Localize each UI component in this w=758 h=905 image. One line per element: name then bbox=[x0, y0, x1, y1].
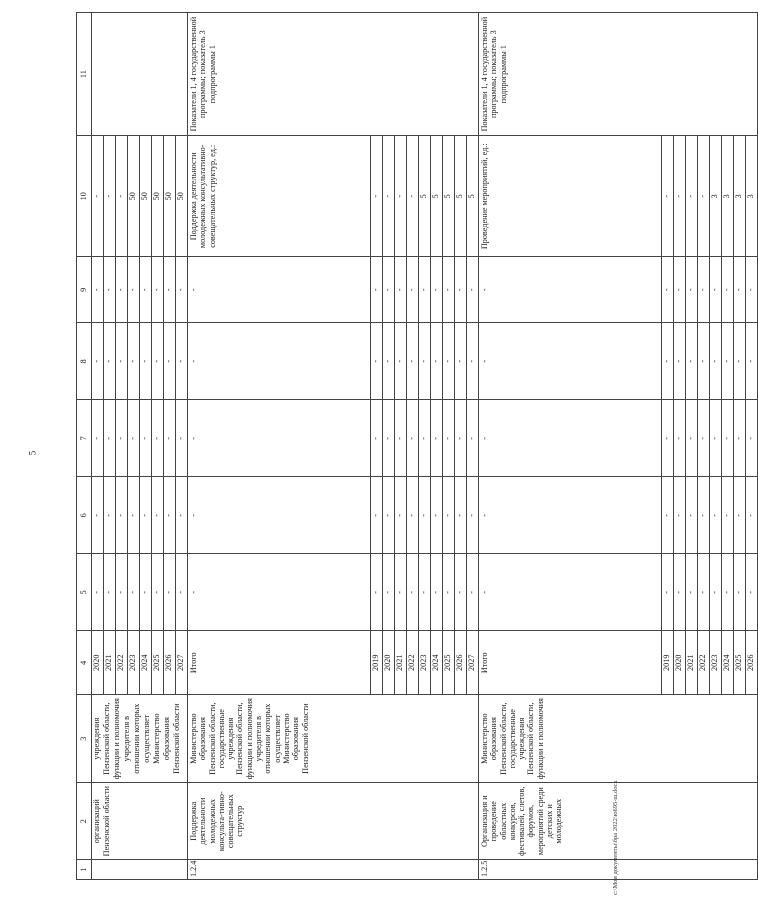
value-cell: - bbox=[140, 477, 152, 554]
file-path-footer: c:\Мои документы\бра 2022\ю695-ш.docx bbox=[612, 780, 619, 895]
value-cell: - bbox=[92, 323, 104, 400]
indicator-value-cell: - bbox=[92, 136, 104, 257]
year-cell: 2022 bbox=[407, 631, 419, 695]
value-cell: - bbox=[383, 554, 395, 631]
indicator-value-cell: - bbox=[686, 136, 698, 257]
value-cell: - bbox=[407, 323, 419, 400]
value-cell: - bbox=[164, 554, 176, 631]
value-cell: - bbox=[164, 257, 176, 323]
value-cell: - bbox=[395, 477, 407, 554]
value-cell: - bbox=[407, 257, 419, 323]
value-cell: - bbox=[431, 477, 443, 554]
indicator-value-cell: 50 bbox=[176, 136, 188, 257]
value-cell: - bbox=[116, 257, 128, 323]
value-cell: - bbox=[443, 554, 455, 631]
indicator-value-cell: 50 bbox=[140, 136, 152, 257]
value-cell: - bbox=[371, 257, 383, 323]
column-header: 3 bbox=[77, 695, 92, 783]
value-cell: - bbox=[371, 400, 383, 477]
value-cell: - bbox=[407, 477, 419, 554]
value-cell: - bbox=[674, 477, 686, 554]
year-cell: 2019 bbox=[662, 631, 674, 695]
indicator-value-cell: - bbox=[383, 136, 395, 257]
measure-name-cell: организаций Пензенской области bbox=[92, 783, 188, 860]
value-cell: - bbox=[431, 257, 443, 323]
indicator-value-cell: 5 bbox=[419, 136, 431, 257]
value-cell: - bbox=[152, 400, 164, 477]
value-cell: - bbox=[686, 400, 698, 477]
header-row bbox=[77, 13, 92, 880]
value-cell: - bbox=[395, 400, 407, 477]
value-cell: - bbox=[455, 400, 467, 477]
value-cell: - bbox=[722, 554, 734, 631]
row-number-cell: 1.2.5 bbox=[479, 860, 758, 880]
executor-cell: учреждения Пензенской области, функции и полномочия учредителя в отношении которых осуществляет Министерство образования Пензенской области bbox=[92, 695, 188, 783]
value-cell: - bbox=[722, 400, 734, 477]
value-cell: - bbox=[395, 554, 407, 631]
indicator-value-cell: 5 bbox=[431, 136, 443, 257]
value-cell: - bbox=[710, 400, 722, 477]
value-cell: - bbox=[176, 400, 188, 477]
value-cell: - bbox=[140, 257, 152, 323]
value-cell: - bbox=[443, 400, 455, 477]
value-cell: - bbox=[188, 257, 371, 323]
note-cell bbox=[92, 13, 188, 136]
value-cell: - bbox=[479, 554, 662, 631]
value-cell: - bbox=[176, 323, 188, 400]
value-cell: - bbox=[104, 554, 116, 631]
value-cell: - bbox=[686, 257, 698, 323]
year-cell: 2027 bbox=[176, 631, 188, 695]
value-cell: - bbox=[116, 400, 128, 477]
value-cell: - bbox=[686, 554, 698, 631]
value-cell: - bbox=[674, 257, 686, 323]
value-cell: - bbox=[662, 477, 674, 554]
column-header: 9 bbox=[77, 257, 92, 323]
year-cell: 2021 bbox=[395, 631, 407, 695]
year-cell: 2024 bbox=[140, 631, 152, 695]
value-cell: - bbox=[152, 554, 164, 631]
indicator-value-cell: - bbox=[674, 136, 686, 257]
year-cell: 2021 bbox=[104, 631, 116, 695]
row-number-cell bbox=[92, 860, 188, 880]
measure-name-cell: Организация и проведение областных конкурсов, фестивалей, слетов, форумов, мероприятий среди детских и молодежных bbox=[479, 783, 758, 860]
value-cell: - bbox=[662, 400, 674, 477]
value-cell: - bbox=[746, 477, 758, 554]
value-cell: - bbox=[443, 257, 455, 323]
year-cell: 2026 bbox=[164, 631, 176, 695]
value-cell: - bbox=[383, 257, 395, 323]
value-cell: - bbox=[419, 323, 431, 400]
table-row bbox=[92, 13, 104, 880]
indicator-cell: Проведение мероприятий, ед.: bbox=[479, 136, 662, 257]
value-cell: - bbox=[674, 400, 686, 477]
value-cell: - bbox=[140, 554, 152, 631]
value-cell: - bbox=[383, 323, 395, 400]
program-table bbox=[76, 12, 758, 880]
value-cell: - bbox=[188, 477, 371, 554]
column-header: 6 bbox=[77, 477, 92, 554]
value-cell: - bbox=[128, 554, 140, 631]
value-cell: - bbox=[104, 257, 116, 323]
value-cell: - bbox=[164, 477, 176, 554]
indicator-value-cell: - bbox=[104, 136, 116, 257]
year-cell: 2020 bbox=[92, 631, 104, 695]
year-cell: 2022 bbox=[698, 631, 710, 695]
value-cell: - bbox=[188, 554, 371, 631]
indicator-value-cell: 3 bbox=[734, 136, 746, 257]
value-cell: - bbox=[176, 477, 188, 554]
year-cell: 2020 bbox=[383, 631, 395, 695]
value-cell: - bbox=[734, 323, 746, 400]
value-cell: - bbox=[455, 477, 467, 554]
year-cell: 2019 bbox=[371, 631, 383, 695]
value-cell: - bbox=[479, 323, 662, 400]
value-cell: - bbox=[371, 323, 383, 400]
value-cell: - bbox=[455, 257, 467, 323]
value-cell: - bbox=[734, 400, 746, 477]
column-header: 8 bbox=[77, 323, 92, 400]
value-cell: - bbox=[674, 554, 686, 631]
value-cell: - bbox=[455, 554, 467, 631]
year-cell: 2023 bbox=[128, 631, 140, 695]
page-number: 5 bbox=[27, 450, 38, 456]
value-cell: - bbox=[140, 323, 152, 400]
table-row bbox=[188, 13, 371, 880]
value-cell: - bbox=[176, 554, 188, 631]
value-cell: - bbox=[116, 323, 128, 400]
value-cell: - bbox=[92, 554, 104, 631]
value-cell: - bbox=[152, 257, 164, 323]
value-cell: - bbox=[746, 257, 758, 323]
value-cell: - bbox=[698, 323, 710, 400]
value-cell: - bbox=[479, 400, 662, 477]
value-cell: - bbox=[734, 257, 746, 323]
value-cell: - bbox=[164, 400, 176, 477]
row-number-cell: 1.2.4 bbox=[188, 860, 479, 880]
value-cell: - bbox=[431, 400, 443, 477]
value-cell: - bbox=[419, 257, 431, 323]
value-cell: - bbox=[188, 323, 371, 400]
indicator-value-cell: 3 bbox=[746, 136, 758, 257]
value-cell: - bbox=[710, 554, 722, 631]
indicator-value-cell: 50 bbox=[164, 136, 176, 257]
value-cell: - bbox=[92, 257, 104, 323]
value-cell: - bbox=[395, 257, 407, 323]
value-cell: - bbox=[734, 477, 746, 554]
year-cell: 2027 bbox=[467, 631, 479, 695]
year-cell: 2025 bbox=[734, 631, 746, 695]
indicator-value-cell: 50 bbox=[152, 136, 164, 257]
value-cell: - bbox=[152, 477, 164, 554]
executor-cell: Министерство образования Пензенской области, государственные учреждения Пензенской области, функции и полномочия bbox=[479, 695, 758, 783]
value-cell: - bbox=[128, 400, 140, 477]
year-cell: 2023 bbox=[710, 631, 722, 695]
executor-cell: Министерство образования Пензенской области, государственные учреждения Пензенской области, функции и полномочия учредителя в отношении которых осуществляет Министерство образования Пензенской области bbox=[188, 695, 479, 783]
value-cell: - bbox=[443, 323, 455, 400]
value-cell: - bbox=[455, 323, 467, 400]
year-cell: 2026 bbox=[455, 631, 467, 695]
value-cell: - bbox=[734, 554, 746, 631]
indicator-value-cell: - bbox=[395, 136, 407, 257]
year-cell: 2024 bbox=[722, 631, 734, 695]
value-cell: - bbox=[746, 400, 758, 477]
value-cell: - bbox=[698, 554, 710, 631]
value-cell: - bbox=[104, 400, 116, 477]
value-cell: - bbox=[479, 477, 662, 554]
value-cell: - bbox=[128, 257, 140, 323]
note-cell: Показатели 1, 4 государственной программы; показатель 3 подпрограммы 1 bbox=[479, 13, 758, 136]
value-cell: - bbox=[662, 323, 674, 400]
value-cell: - bbox=[722, 477, 734, 554]
year-cell: 2025 bbox=[152, 631, 164, 695]
indicator-value-cell: 50 bbox=[128, 136, 140, 257]
total-label-cell: Итого bbox=[479, 631, 662, 695]
value-cell: - bbox=[104, 477, 116, 554]
indicator-value-cell: 5 bbox=[455, 136, 467, 257]
value-cell: - bbox=[467, 477, 479, 554]
value-cell: - bbox=[383, 400, 395, 477]
column-header: 5 bbox=[77, 554, 92, 631]
year-cell: 2022 bbox=[116, 631, 128, 695]
value-cell: - bbox=[407, 400, 419, 477]
value-cell: - bbox=[746, 323, 758, 400]
value-cell: - bbox=[128, 477, 140, 554]
value-cell: - bbox=[698, 400, 710, 477]
value-cell: - bbox=[152, 323, 164, 400]
value-cell: - bbox=[722, 323, 734, 400]
value-cell: - bbox=[407, 554, 419, 631]
value-cell: - bbox=[116, 477, 128, 554]
column-header: 10 bbox=[77, 136, 92, 257]
value-cell: - bbox=[479, 257, 662, 323]
total-label-cell: Итого bbox=[188, 631, 371, 695]
value-cell: - bbox=[164, 323, 176, 400]
value-cell: - bbox=[176, 257, 188, 323]
indicator-value-cell: 3 bbox=[710, 136, 722, 257]
value-cell: - bbox=[722, 257, 734, 323]
year-cell: 2020 bbox=[674, 631, 686, 695]
value-cell: - bbox=[431, 323, 443, 400]
column-header: 7 bbox=[77, 400, 92, 477]
value-cell: - bbox=[686, 477, 698, 554]
measure-name-cell: Поддержка деятельности молодежных консульта-тивно-совещательных структур bbox=[188, 783, 479, 860]
value-cell: - bbox=[710, 477, 722, 554]
value-cell: - bbox=[371, 477, 383, 554]
indicator-cell: Поддержка деятельности молодежных консультативно-совещательных структур, ед.: bbox=[188, 136, 371, 257]
value-cell: - bbox=[128, 323, 140, 400]
value-cell: - bbox=[140, 400, 152, 477]
indicator-value-cell: - bbox=[371, 136, 383, 257]
column-header: 4 bbox=[77, 631, 92, 695]
value-cell: - bbox=[467, 257, 479, 323]
indicator-value-cell: 5 bbox=[443, 136, 455, 257]
value-cell: - bbox=[419, 477, 431, 554]
indicator-value-cell: 5 bbox=[467, 136, 479, 257]
indicator-value-cell: 3 bbox=[722, 136, 734, 257]
value-cell: - bbox=[431, 554, 443, 631]
year-cell: 2023 bbox=[419, 631, 431, 695]
value-cell: - bbox=[188, 400, 371, 477]
value-cell: - bbox=[710, 323, 722, 400]
value-cell: - bbox=[92, 400, 104, 477]
value-cell: - bbox=[383, 477, 395, 554]
year-cell: 2024 bbox=[431, 631, 443, 695]
year-cell: 2026 bbox=[746, 631, 758, 695]
value-cell: - bbox=[698, 477, 710, 554]
value-cell: - bbox=[92, 477, 104, 554]
indicator-value-cell: - bbox=[116, 136, 128, 257]
value-cell: - bbox=[686, 323, 698, 400]
value-cell: - bbox=[371, 554, 383, 631]
value-cell: - bbox=[467, 400, 479, 477]
value-cell: - bbox=[710, 257, 722, 323]
value-cell: - bbox=[443, 477, 455, 554]
note-cell: Показатели 1, 4 государственной программы; показатель 3 подпрограммы 1 bbox=[188, 13, 479, 136]
column-header: 11 bbox=[77, 13, 92, 136]
value-cell: - bbox=[116, 554, 128, 631]
indicator-value-cell: - bbox=[407, 136, 419, 257]
column-header: 2 bbox=[77, 783, 92, 860]
year-cell: 2025 bbox=[443, 631, 455, 695]
value-cell: - bbox=[467, 323, 479, 400]
indicator-value-cell: - bbox=[662, 136, 674, 257]
value-cell: - bbox=[746, 554, 758, 631]
value-cell: - bbox=[467, 554, 479, 631]
table-row bbox=[479, 13, 662, 880]
column-header: 1 bbox=[77, 860, 92, 880]
value-cell: - bbox=[662, 554, 674, 631]
indicator-value-cell: - bbox=[698, 136, 710, 257]
value-cell: - bbox=[674, 323, 686, 400]
value-cell: - bbox=[395, 323, 407, 400]
year-cell: 2021 bbox=[686, 631, 698, 695]
value-cell: - bbox=[419, 400, 431, 477]
value-cell: - bbox=[698, 257, 710, 323]
table-body bbox=[92, 13, 758, 880]
value-cell: - bbox=[662, 257, 674, 323]
value-cell: - bbox=[104, 323, 116, 400]
value-cell: - bbox=[419, 554, 431, 631]
